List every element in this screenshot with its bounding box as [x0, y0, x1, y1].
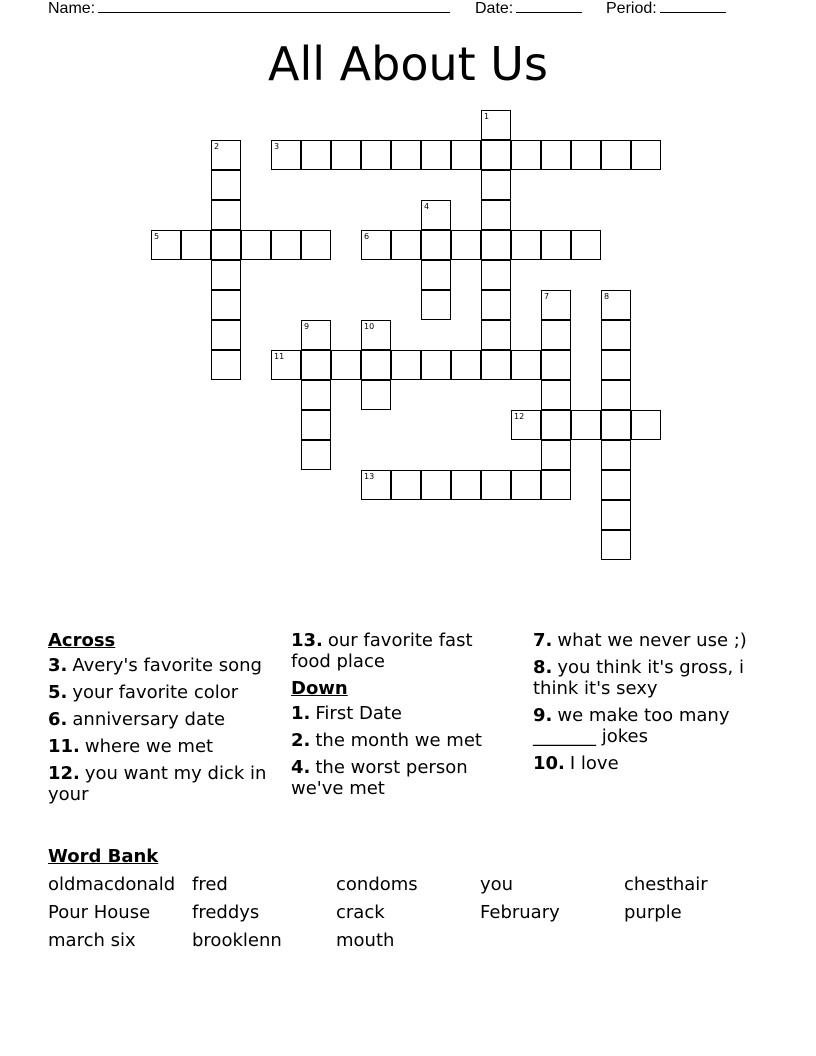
- crossword-cell[interactable]: [601, 320, 631, 350]
- down-heading: Down: [291, 678, 348, 699]
- clue-text: you want my dick in your: [48, 763, 267, 805]
- clue-down-10: [533, 753, 758, 774]
- crossword-cell[interactable]: [451, 350, 481, 380]
- crossword-cell[interactable]: [211, 260, 241, 290]
- clue-text: Avery's favorite song: [72, 655, 262, 676]
- crossword-cell[interactable]: [421, 470, 451, 500]
- cell-number: 2: [214, 142, 220, 151]
- crossword-cell[interactable]: [511, 140, 541, 170]
- cell-number: 10: [364, 322, 375, 331]
- crossword-cell[interactable]: [541, 350, 571, 380]
- crossword-cell[interactable]: [571, 140, 601, 170]
- crossword-cell[interactable]: [511, 350, 541, 380]
- cell-number: 1: [484, 112, 490, 121]
- word-bank-item: brooklenn: [192, 930, 282, 951]
- crossword-cell[interactable]: [421, 260, 451, 290]
- crossword-cell[interactable]: [511, 410, 541, 440]
- crossword-cell[interactable]: [541, 410, 571, 440]
- crossword-cell[interactable]: [211, 170, 241, 200]
- crossword-cell[interactable]: [451, 230, 481, 260]
- crossword-cell[interactable]: [301, 230, 331, 260]
- word-bank-item: mouth: [336, 930, 395, 951]
- crossword-cell[interactable]: [451, 470, 481, 500]
- clue-down-4: [291, 757, 516, 799]
- crossword-cell[interactable]: [361, 470, 391, 500]
- crossword-cell[interactable]: [601, 530, 631, 560]
- clue-across-11: [48, 736, 273, 757]
- crossword-cell[interactable]: [571, 230, 601, 260]
- word-bank-item: Pour House: [48, 902, 151, 923]
- crossword-cell[interactable]: [421, 200, 451, 230]
- clue-number: 3.: [48, 655, 68, 676]
- clues-column-1: [48, 630, 273, 811]
- crossword-cell[interactable]: [211, 140, 241, 170]
- crossword-cell[interactable]: [601, 440, 631, 470]
- cell-number: 5: [154, 232, 160, 241]
- crossword-cell[interactable]: [481, 140, 511, 170]
- clue-number: 5.: [48, 682, 68, 703]
- word-bank-item: fred: [192, 874, 228, 895]
- clue-number: 11.: [48, 736, 80, 757]
- clues-column-3: [533, 630, 758, 780]
- clues-column-2: [291, 630, 516, 805]
- cell-number: 13: [364, 472, 375, 481]
- word-bank-item: crack: [336, 902, 385, 923]
- crossword-cell[interactable]: [481, 170, 511, 200]
- clue-down-9: [533, 705, 758, 747]
- clue-number: 1.: [291, 703, 311, 724]
- crossword-cell[interactable]: [391, 470, 421, 500]
- crossword-cell[interactable]: [541, 320, 571, 350]
- clue-number: 2.: [291, 730, 311, 751]
- word-bank: [48, 846, 768, 951]
- crossword-cell[interactable]: [601, 380, 631, 410]
- word-bank-heading: Word Bank: [48, 846, 159, 867]
- clues-section: [48, 630, 768, 840]
- clue-number: 13.: [291, 630, 323, 651]
- crossword-cell[interactable]: [391, 230, 421, 260]
- crossword-cell[interactable]: [391, 140, 421, 170]
- period-label: Period:: [606, 0, 657, 17]
- word-bank-item: you: [480, 874, 514, 895]
- crossword-cell[interactable]: [361, 380, 391, 410]
- word-bank-item: purple: [624, 902, 682, 923]
- cell-number: 6: [364, 232, 370, 241]
- crossword-cell[interactable]: [211, 320, 241, 350]
- crossword-cell[interactable]: [301, 320, 331, 350]
- clue-number: 6.: [48, 709, 68, 730]
- clue-text: you think it's gross, i think it's sexy: [533, 657, 744, 699]
- crossword-cell[interactable]: [211, 290, 241, 320]
- word-bank-item: oldmacdonald: [48, 874, 176, 895]
- crossword-cell[interactable]: [331, 140, 361, 170]
- crossword-cell[interactable]: [601, 500, 631, 530]
- crossword-cell[interactable]: [601, 410, 631, 440]
- crossword-cell[interactable]: [571, 410, 601, 440]
- clue-number: 4.: [291, 757, 311, 778]
- crossword-cell[interactable]: [211, 200, 241, 230]
- clue-across-5: [48, 682, 273, 703]
- crossword-cell[interactable]: [631, 410, 661, 440]
- word-bank-list: [48, 874, 768, 951]
- crossword-cell[interactable]: [361, 140, 391, 170]
- clue-down-2: [291, 730, 516, 751]
- crossword-cell[interactable]: [481, 290, 511, 320]
- clue-text: where we met: [84, 736, 214, 757]
- cell-number: 12: [514, 412, 525, 421]
- clue-down-1: [291, 703, 516, 724]
- clue-number: 8.: [533, 657, 553, 678]
- across-heading: Across: [48, 630, 116, 651]
- cell-number: 4: [424, 202, 430, 211]
- crossword-cell[interactable]: [211, 230, 241, 260]
- page-title: All About Us: [268, 37, 548, 91]
- cell-number: 11: [274, 352, 285, 361]
- crossword-cell[interactable]: [421, 140, 451, 170]
- crossword-cell[interactable]: [481, 350, 511, 380]
- crossword-cell[interactable]: [511, 470, 541, 500]
- date-label: Date:: [475, 0, 514, 17]
- crossword-cell[interactable]: [601, 470, 631, 500]
- clue-across-3: [48, 655, 273, 676]
- clue-across-6: [48, 709, 273, 730]
- crossword-cell[interactable]: [511, 230, 541, 260]
- crossword-cell[interactable]: [301, 440, 331, 470]
- clue-text: your favorite color: [72, 682, 239, 703]
- crossword-cell[interactable]: [421, 350, 451, 380]
- clue-down-7: [533, 630, 758, 651]
- word-bank-item: chesthair: [624, 874, 708, 895]
- crossword-cell[interactable]: [481, 470, 511, 500]
- crossword-cell[interactable]: [481, 260, 511, 290]
- clue-text: what we never use ;): [557, 630, 747, 651]
- clue-number: 12.: [48, 763, 80, 784]
- crossword-cell[interactable]: [481, 110, 511, 140]
- crossword-cell[interactable]: [211, 350, 241, 380]
- word-bank-item: march six: [48, 930, 136, 951]
- crossword-cell[interactable]: [541, 230, 571, 260]
- crossword-cell[interactable]: [421, 290, 451, 320]
- clue-text: our favorite fast food place: [291, 630, 473, 672]
- clue-number: 10.: [533, 753, 565, 774]
- cell-number: 9: [304, 322, 310, 331]
- word-bank-item: condoms: [336, 874, 418, 895]
- clue-across-12: [48, 763, 273, 805]
- crossword-cell[interactable]: [541, 440, 571, 470]
- crossword-cell[interactable]: [331, 350, 361, 380]
- crossword-cell[interactable]: [541, 380, 571, 410]
- clue-text: the month we met: [315, 730, 482, 751]
- clue-text: I love: [569, 753, 619, 774]
- crossword-cell[interactable]: [271, 350, 301, 380]
- cell-number: 8: [604, 292, 610, 301]
- crossword-cell[interactable]: [241, 230, 271, 260]
- crossword-cell[interactable]: [541, 140, 571, 170]
- crossword-cell[interactable]: [481, 320, 511, 350]
- crossword-cell[interactable]: [361, 230, 391, 260]
- cell-number: 7: [544, 292, 550, 301]
- crossword-cell[interactable]: [601, 140, 631, 170]
- crossword-cell[interactable]: [391, 350, 421, 380]
- clue-text: the worst person we've met: [291, 757, 468, 799]
- name-label: Name:: [48, 0, 96, 17]
- crossword-cell[interactable]: [361, 320, 391, 350]
- clue-number: 9.: [533, 705, 553, 726]
- crossword-cell[interactable]: [301, 140, 331, 170]
- crossword-cell[interactable]: [301, 350, 331, 380]
- crossword-cell[interactable]: [301, 410, 331, 440]
- clue-down-8: [533, 657, 758, 699]
- word-bank-item: February: [480, 902, 560, 923]
- crossword-cell[interactable]: [541, 470, 571, 500]
- clue-across-13: [291, 630, 516, 672]
- crossword-cell[interactable]: [541, 290, 571, 320]
- crossword-cell[interactable]: [361, 350, 391, 380]
- clue-text: anniversary date: [72, 709, 226, 730]
- crossword-cell[interactable]: [271, 140, 301, 170]
- crossword-cell[interactable]: [601, 290, 631, 320]
- clue-number: 7.: [533, 630, 553, 651]
- crossword-cell[interactable]: [631, 140, 661, 170]
- cell-number: 3: [274, 142, 280, 151]
- crossword-cell[interactable]: [301, 380, 331, 410]
- crossword-cell[interactable]: [481, 230, 511, 260]
- crossword-cell[interactable]: [151, 230, 181, 260]
- crossword-cell[interactable]: [421, 230, 451, 260]
- word-bank-item: freddys: [192, 902, 260, 923]
- crossword-cell[interactable]: [451, 140, 481, 170]
- clue-text: we make too many _______ jokes: [533, 705, 730, 747]
- crossword-cell[interactable]: [271, 230, 301, 260]
- crossword-cell[interactable]: [181, 230, 211, 260]
- crossword-cell[interactable]: [601, 350, 631, 380]
- crossword-cell[interactable]: [481, 200, 511, 230]
- clue-text: First Date: [315, 703, 402, 724]
